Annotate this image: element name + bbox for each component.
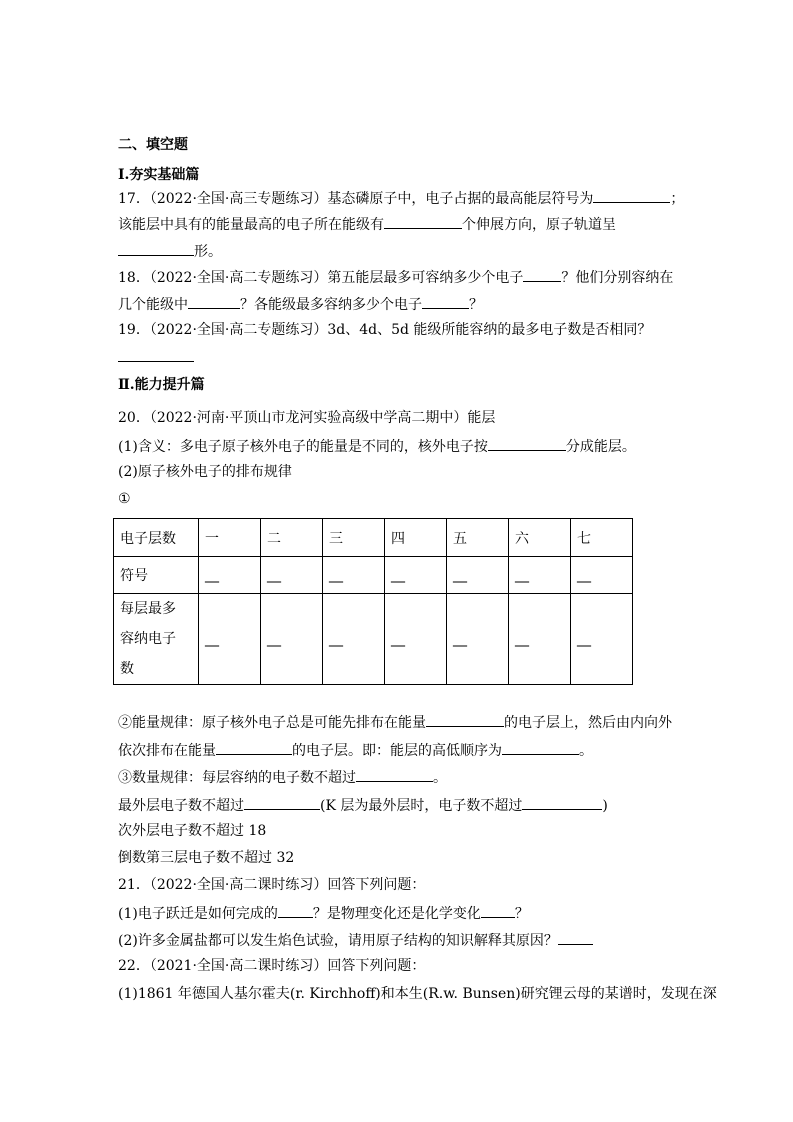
question-20-third-outer: 倒数第三层电子数不超过 32	[118, 850, 295, 866]
question-20-outermost: 最外层电子数不超过 (K 层为最外层时，电子数不超过 )	[118, 795, 608, 815]
table-cell-blank[interactable]: __	[571, 594, 633, 685]
table-row-label: 每层最多 容纳电子 数	[114, 594, 199, 685]
table-header-cell: 七	[571, 519, 633, 557]
table-row-label: 符号	[114, 557, 199, 594]
table-cell-blank[interactable]: __	[385, 557, 447, 594]
table-cell-blank[interactable]: __	[385, 594, 447, 685]
question-20-second-outer: 次外层电子数不超过 18	[118, 823, 267, 839]
question-20-energy-rule: ②能量规律：原子核外电子总是可能先排布在能量 的电子层上，然后由内向外	[118, 712, 672, 732]
table-cell-blank[interactable]: __	[261, 557, 323, 594]
answer-blank[interactable]	[522, 795, 602, 810]
answer-blank[interactable]	[502, 740, 579, 755]
question-17-line-1: 17．（2022·全国·高三专题练习）基态磷原子中，电子占据的最高能层符号为 ；	[118, 188, 684, 208]
table-cell-blank[interactable]: __	[509, 594, 571, 685]
question-20-energy-rule-2: 依次排布在能量 的电子层。即：能层的高低顺序为 。	[118, 740, 593, 760]
table-header-cell: 五	[447, 519, 509, 557]
table-header-cell: 电子层数	[114, 519, 199, 557]
question-20-item-1: ①	[118, 491, 131, 507]
question-20-title: 20．（2022·河南·平顶山市龙河实验高级中学高二期中）能层	[118, 410, 496, 426]
question-19-blank-line	[118, 347, 194, 367]
table-cell-blank[interactable]: __	[323, 594, 385, 685]
table-cell-blank[interactable]: __	[571, 557, 633, 594]
question-19: 19．（2022·全国·高二专题练习）3d、4d、5d 能级所能容纳的最多电子数是否相同？	[118, 322, 652, 338]
table-row-symbol	[114, 557, 633, 594]
answer-blank[interactable]	[523, 267, 561, 282]
table-header-cell: 一	[199, 519, 261, 557]
answer-blank[interactable]	[118, 347, 194, 362]
question-20-number-rule: ③数量规律：每层容纳的电子数不超过 。	[118, 767, 447, 787]
table-row-header	[114, 519, 633, 557]
question-17-line-3: 形。	[118, 241, 222, 261]
table-cell-blank[interactable]: __	[261, 594, 323, 685]
table-cell-blank[interactable]: __	[509, 557, 571, 594]
part-heading-advanced: Ⅱ.能力提升篇	[118, 377, 205, 393]
answer-blank[interactable]	[188, 294, 240, 309]
answer-blank[interactable]	[216, 740, 292, 755]
answer-blank[interactable]	[278, 903, 313, 918]
answer-blank[interactable]	[488, 436, 566, 451]
table-header-cell: 二	[261, 519, 323, 557]
question-20-meaning: (1)含义：多电子原子核外电子的能量是不同的，核外电子按 分成能层。	[118, 436, 636, 456]
table-cell-blank[interactable]: __	[323, 557, 385, 594]
table-cell-blank[interactable]: __	[447, 594, 509, 685]
table-cell-blank[interactable]: __	[199, 557, 261, 594]
question-17-line-2: 该能层中具有的能量最高的电子所在能级有 个伸展方向，原子轨道呈	[118, 214, 616, 234]
answer-blank[interactable]	[558, 930, 593, 945]
question-18-line-2: 几个能级中 ？各能级最多容纳多少个电子 ？	[118, 294, 483, 314]
question-20-rule-heading: (2)原子核外电子的排布规律	[118, 464, 292, 480]
answer-blank[interactable]	[244, 795, 320, 810]
question-22-title: 22．（2021·全国·高二课时练习）回答下列问题：	[118, 958, 426, 974]
table-header-cell: 三	[323, 519, 385, 557]
answer-blank[interactable]	[481, 903, 515, 918]
question-18-line-1: 18．（2022·全国·高二专题练习）第五能层最多可容纳多少个电子 ？他们分别容纳在	[118, 267, 673, 287]
answer-blank[interactable]	[426, 712, 504, 727]
table-cell-blank[interactable]: __	[199, 594, 261, 685]
question-22-part-1: (1)1861 年德国人基尔霍夫(r. Kirchhoff)和本生(R.w. Bunsen)研究锂云母的某谱时，发现在深	[118, 986, 717, 1002]
answer-blank[interactable]	[422, 294, 469, 309]
section-title: 二、填空题	[118, 137, 188, 153]
part-heading-basic: Ⅰ.夯实基础篇	[118, 167, 200, 183]
table-header-cell: 六	[509, 519, 571, 557]
electron-shell-table	[113, 518, 633, 685]
question-21-part-2: (2)许多金属盐都可以发生焰色试验，请用原子结构的知识解释其原因？	[118, 930, 593, 950]
answer-blank[interactable]	[118, 241, 194, 256]
question-21-part-1: (1)电子跃迁是如何完成的 ？是物理变化还是化学变化 ？	[118, 903, 529, 923]
table-row-max-electrons	[114, 594, 633, 685]
answer-blank[interactable]	[384, 214, 462, 229]
table-header-cell: 四	[385, 519, 447, 557]
table-cell-blank[interactable]: __	[447, 557, 509, 594]
answer-blank[interactable]	[593, 188, 670, 203]
answer-blank[interactable]	[356, 767, 433, 782]
question-21-title: 21．（2022·全国·高二课时练习）回答下列问题：	[118, 877, 426, 893]
